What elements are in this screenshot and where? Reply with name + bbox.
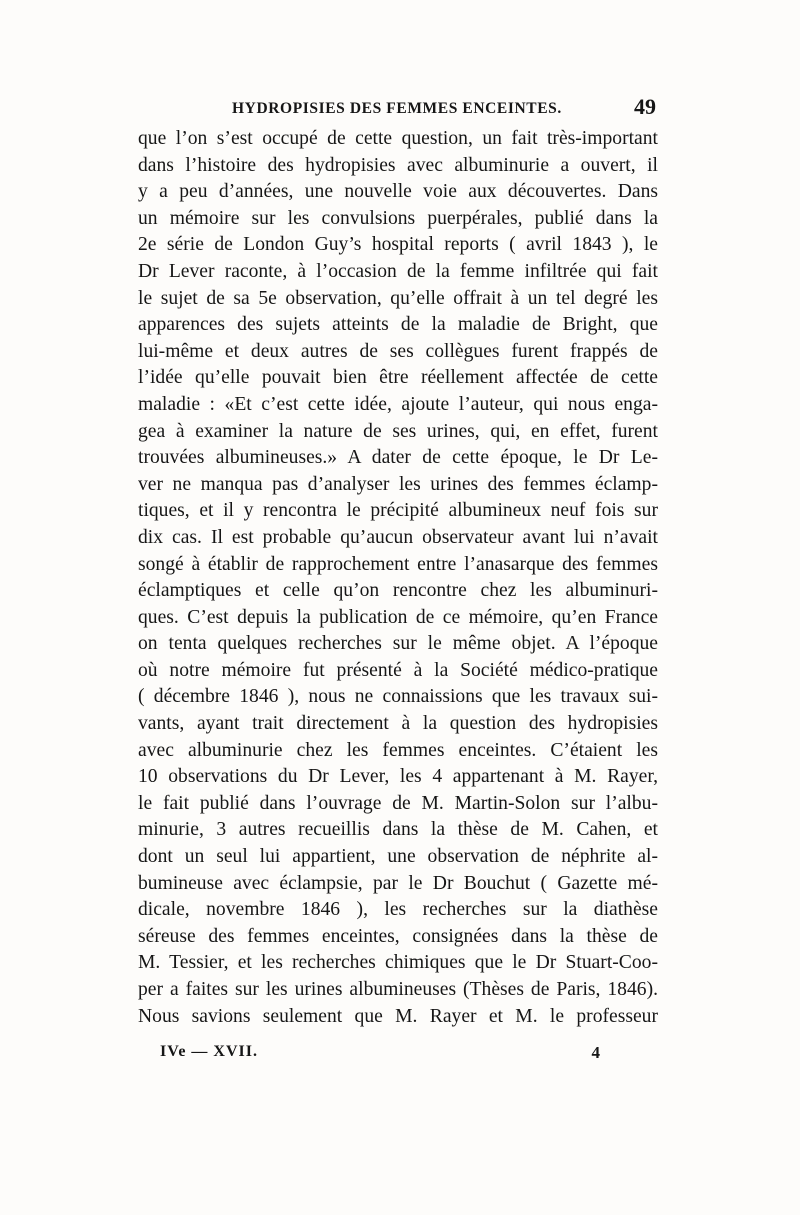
text-line: l’idée qu’elle pouvait bien être réellement affectée de cette: [138, 367, 658, 389]
text-line: le sujet de sa 5e observation, qu’elle offrait à un tel degré les: [138, 287, 658, 309]
text-line: Dr Lever raconte, à l’occasion de la femme infiltrée qui fait: [138, 260, 658, 282]
signature-mark: IVe — XVII.: [160, 1043, 258, 1060]
text-line: 10 observations du Dr Lever, les 4 appartenant à M. Rayer,: [138, 766, 658, 788]
text-line: dans l’histoire des hydropisies avec albuminurie a ouvert, il: [138, 154, 658, 176]
text-line: avec albuminurie chez les femmes enceintes. C’étaient les: [138, 739, 658, 761]
text-line: dont un seul lui appartient, une observation de néphrite al-: [138, 846, 658, 868]
page-footer: [160, 1043, 600, 1069]
text-line: le fait publié dans l’ouvrage de M. Martin-Solon sur l’albu-: [138, 792, 658, 814]
text-line: un mémoire sur les convulsions puerpérales, publié dans la: [138, 207, 658, 229]
text-line: trouvées albumineuses.» A dater de cette époque, le Dr Le-: [138, 447, 658, 469]
text-line: que l’on s’est occupé de cette question, un fait très-important: [138, 128, 658, 149]
text-line: dicale, novembre 1846 ), les recherches sur la diathèse: [138, 899, 658, 921]
signature-number: 4: [591, 1043, 600, 1062]
text-line: où notre mémoire fut présenté à la Société médico-pratique: [138, 659, 658, 681]
running-head: HYDROPISIES DES FEMMES ENCEINTES.: [232, 100, 562, 117]
text-line: Nous savions seulement que M. Rayer et M. le professeur: [138, 1005, 658, 1027]
page-header: [138, 96, 656, 124]
text-line: gea à examiner la nature de ses urines, qui, en effet, furent: [138, 420, 658, 442]
text-line: dix cas. Il est probable qu’aucun observateur avant lui n’avait: [138, 526, 658, 548]
text-line: bumineuse avec éclampsie, par le Dr Bouchut ( Gazette mé-: [138, 872, 658, 894]
text-line: apparences des sujets atteints de la maladie de Bright, que: [138, 314, 658, 336]
text-line: séreuse des femmes enceintes, consignées dans la thèse de: [138, 925, 658, 947]
text-line: maladie : «Et c’est cette idée, ajoute l’auteur, qui nous enga-: [138, 393, 658, 415]
text-line: per a faites sur les urines albumineuses (Thèses de Paris, 1846).: [138, 979, 658, 1000]
page-number: 49: [634, 94, 656, 119]
text-line: songé à établir de rapprochement entre l’anasarque des femmes: [138, 553, 658, 575]
text-line: 2e série de London Guy’s hospital reports ( avril 1843 ), le: [138, 234, 658, 256]
text-line: ver ne manqua pas d’analyser les urines des femmes éclamp-: [138, 473, 658, 495]
body-text: [138, 126, 658, 1030]
text-line: lui-même et deux autres de ses collègues furent frappés de: [138, 340, 658, 362]
text-line: on tenta quelques recherches sur le même objet. A l’époque: [138, 633, 658, 655]
text-line: y a peu d’années, une nouvelle voie aux découvertes. Dans: [138, 181, 658, 203]
text-line: minurie, 3 autres recueillis dans la thèse de M. Cahen, et: [138, 819, 658, 841]
text-line: tiques, et il y rencontra le précipité albumineux neuf fois sur: [138, 500, 658, 522]
text-line: ( décembre 1846 ), nous ne connaissions que les travaux sui-: [138, 686, 658, 708]
text-line: M. Tessier, et les recherches chimiques que le Dr Stuart-Coo-: [138, 952, 658, 974]
text-line: vants, ayant trait directement à la question des hydropisies: [138, 713, 658, 735]
text-line: ques. C’est depuis la publication de ce mémoire, qu’en France: [138, 606, 658, 628]
text-line: éclamptiques et celle qu’on rencontre chez les albuminuri-: [138, 580, 658, 602]
